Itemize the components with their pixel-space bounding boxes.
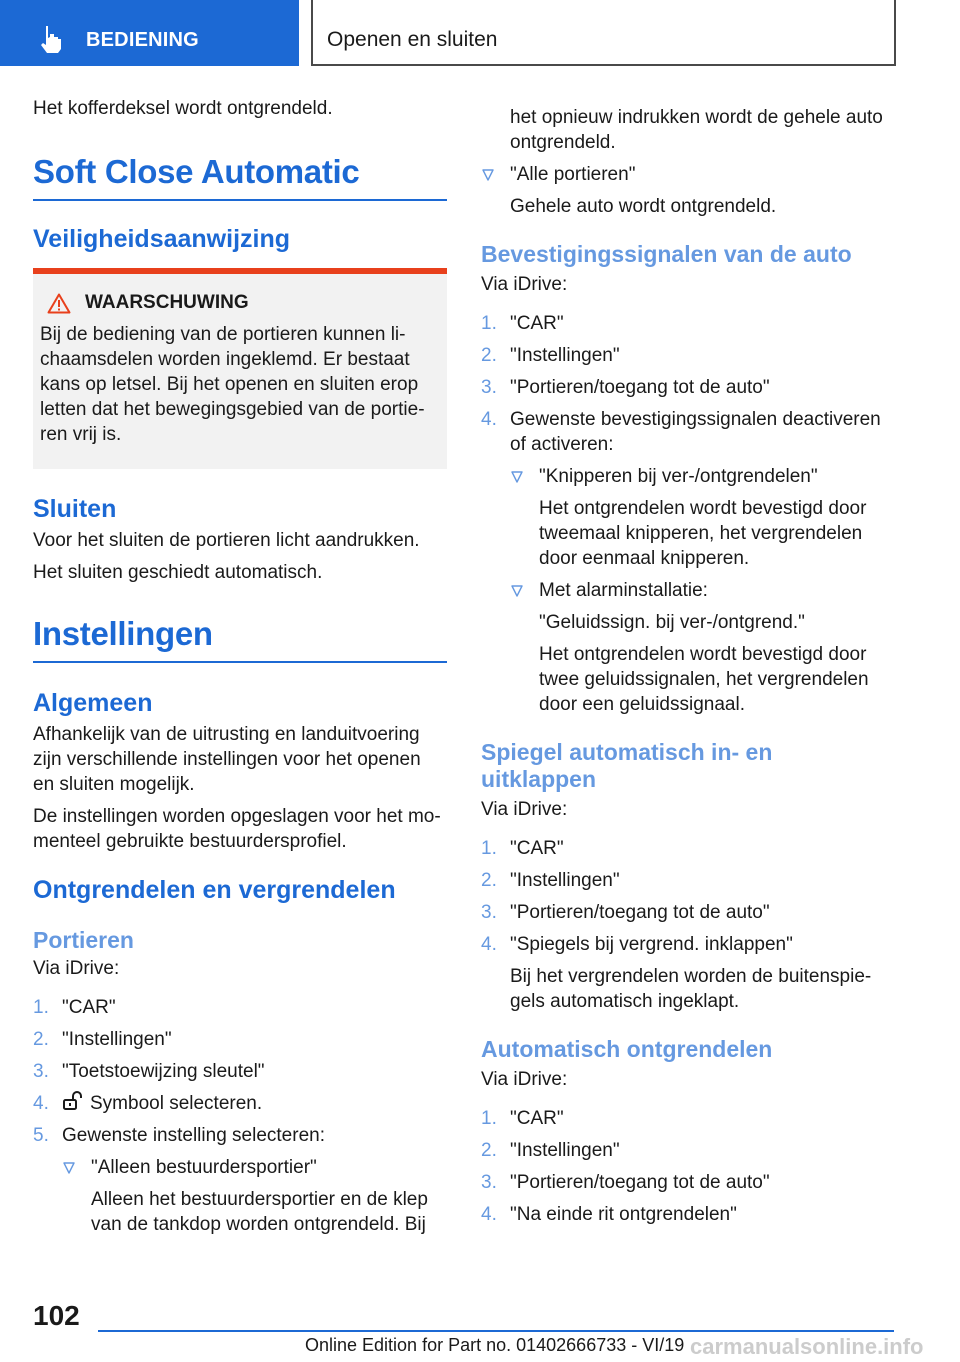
auto-unlock-steps <box>481 1106 886 1227</box>
sub-list-item-continued: het opnieuw indrukken wordt de gehele auto ontgrendeld. <box>510 107 883 153</box>
heading-auto-unlock: Automatisch ontgrendelen <box>481 1036 773 1062</box>
heading-doors: Portieren <box>33 927 134 953</box>
triangle-bullet-icon <box>482 169 494 181</box>
via-idrive: Via iDrive: <box>33 958 120 979</box>
list-item: 3. "Portieren/toegang tot de auto" <box>481 377 770 398</box>
closing-text-2: Het sluiten geschiedt automatisch. <box>33 562 323 583</box>
page-number: 102 <box>33 1300 80 1331</box>
list-item: 4. "Spiegels bij vergrend. inklappen" Bij het vergrendelen worden de buitenspiegels automatisch ingeklapt. <box>481 932 886 1014</box>
via-idrive: Via iDrive: <box>481 799 568 820</box>
list-item: 2. "Instellingen" <box>481 1140 620 1161</box>
unlock-padlock-icon <box>62 1091 84 1111</box>
list-item: 4. Symbool selecteren. <box>33 1093 263 1114</box>
list-item: 1. "CAR" <box>481 1108 564 1129</box>
warning-title: WAARSCHUWING <box>85 292 249 313</box>
section-tab <box>0 0 299 66</box>
list-item: 4. Gewenste bevestigingssignalen deactiveren of activeren: "Knipperen bij ver-/ontgrendelen" Het ontgrendelen wordt bevestigd door tweemaal knipperen, het vergrendelen door eenmaal knipperen. Met alarminstallatie: "Geluidssign. bij ver-/ontgrend." Het ontgrendelen wordt bevestigd door twee geluidssignalen, het vergrendelen door een geluidssignaal. <box>481 407 886 717</box>
via-idrive: Via iDrive: <box>481 274 568 295</box>
via-idrive: Via iDrive: <box>481 1069 568 1090</box>
sub-list-item: Met alarminstallatie: "Geluidssign. bij ver-/ontgrend." Het ontgrendelen wordt bevestigd door twee geluidssignalen, het vergrendelen door een geluidssignaal. <box>510 578 886 717</box>
triangle-bullet-icon <box>511 471 523 483</box>
list-item: 3. "Portieren/toegang tot de auto" <box>481 902 770 923</box>
sub-list-item: "Alleen bestuurdersportier" Alleen het bestuurdersportier en de klep van de tankdop worden ontgrendeld. Bij <box>62 1155 447 1237</box>
heading-lock-unlock: Ontgrendelen en vergrendelen <box>33 876 396 904</box>
hand-pointer-icon <box>38 24 66 54</box>
list-item: 1. "CAR" <box>33 997 116 1018</box>
edition-text: Online Edition for Part no. 01402666733 - VI/19 <box>305 1335 685 1355</box>
triangle-bullet-icon <box>63 1162 75 1174</box>
warning-triangle-icon <box>47 293 71 314</box>
heading-soft-close: Soft Close Automatic <box>33 153 447 201</box>
list-item: 1. "CAR" <box>481 838 564 859</box>
list-item: 4. "Na einde rit ontgrendelen" <box>481 1204 737 1225</box>
right-column <box>481 96 886 1234</box>
heading-settings: Instellingen <box>33 615 447 663</box>
list-item: 3. "Toetstoewijzing sleutel" <box>33 1061 265 1082</box>
continued-list <box>481 105 886 219</box>
confirm-steps <box>481 311 886 717</box>
watermark: carmanualsonline.info <box>690 1334 924 1359</box>
sub-list-item: "Knipperen bij ver-/ontgrendelen" Het ontgrendelen wordt bevestigd door tweemaal knipperen, het vergrendelen door eenmaal knipperen. <box>510 464 886 571</box>
list-item: 1. "CAR" <box>481 313 564 334</box>
left-column <box>33 96 447 1244</box>
mirror-description: Bij het vergrendelen worden de buitenspiegels automatisch ingeklapt. <box>510 966 872 1012</box>
doors-steps <box>33 995 447 1237</box>
list-item: 2. "Instellingen" <box>481 345 620 366</box>
heading-safety: Veiligheidsaanwijzing <box>33 225 291 253</box>
list-item: 2. "Instellingen" <box>481 870 620 891</box>
chapter-box <box>311 0 896 66</box>
mirror-steps <box>481 836 886 1014</box>
closing-text-1: Voor het sluiten de portieren licht aandrukken. <box>33 530 420 551</box>
sub-list-item: "Alle portieren" Gehele auto wordt ontgrendeld. <box>481 162 886 219</box>
triangle-bullet-icon <box>511 585 523 597</box>
warning-box <box>33 268 447 469</box>
section-label: BEDIENING <box>86 29 199 51</box>
heading-closing: Sluiten <box>33 495 117 523</box>
general-text-2: De instellingen worden opgeslagen voor het momenteel gebruikte bestuurdersprofiel. <box>33 806 441 852</box>
warning-text: Bij de bediening van de portieren kunnen lichaamsdelen worden ingeklemd. Er bestaat kans op letsel. Bij het openen en sluiten erop letten dat het bewegingsgebied van de portieren vrij is. <box>40 324 425 445</box>
heading-mirror: Spiegel automatisch in- en uitklappen <box>481 739 773 792</box>
list-item: 5. Gewenste instelling selecteren: "Alleen bestuurdersportier" Alleen het bestuurdersportier en de klep van de tankdop worden ontgrendeld. Bij <box>33 1123 447 1237</box>
list-item: 2. "Instellingen" <box>33 1029 172 1050</box>
chapter-title: Openen en sluiten <box>327 28 498 51</box>
list-item: 3. "Portieren/toegang tot de auto" <box>481 1172 770 1193</box>
intro-text: Het kofferdeksel wordt ontgrendeld. <box>33 98 333 119</box>
heading-confirm-signals: Bevestigingssignalen van de auto <box>481 241 852 267</box>
page-header <box>0 0 960 66</box>
footer-divider <box>98 1330 894 1332</box>
heading-general: Algemeen <box>33 689 153 717</box>
general-text-1: Afhankelijk van de uitrusting en landuitvoering zijn verschillende instellingen voor het openen en sluiten mogelijk. <box>33 724 421 795</box>
